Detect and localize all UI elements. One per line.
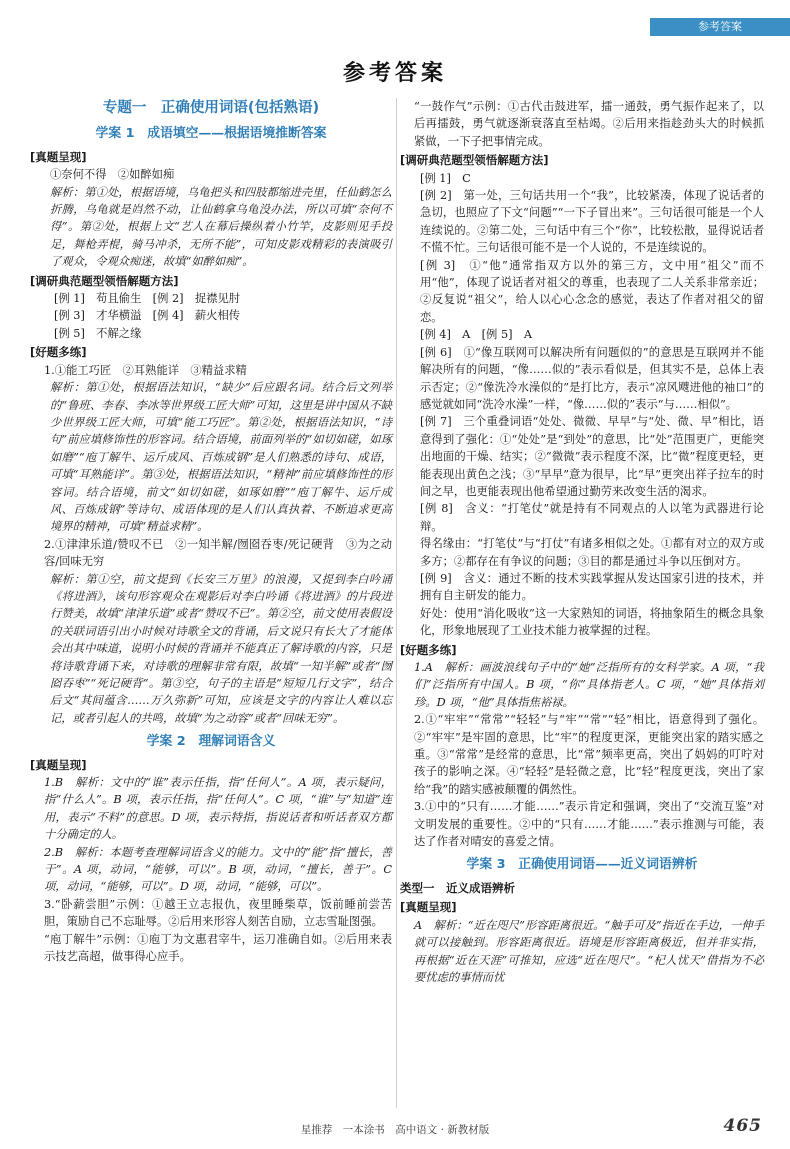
case1-title: 学案 1 成语填空——根据语境推断答案 [95, 126, 327, 142]
explanation: 解析：第①处，根据语境，乌龟把头和四肢都缩进壳里，任仙鹤怎么折腾，乌龟就是岿然不动，让仙鹤拿乌龟没办法，所以可填“奈何不得”。第②处，根据上文“艺人在幕后操纵着小竹竿，皮影则见手投足，舞枪弄棍，骑马冲杀，无所不能”，可知皮影戏精彩的表演吸引了观众，令观众痴迷，故填“如醉如痴”。 [50, 185, 392, 269]
case2-title: 学案 2 理解词语含义 [146, 734, 276, 750]
explanation: 解析：第①空，前文提到《长安三万里》的浪漫，又提到李白吟诵《将进酒》，该句形容观众在观影后对李白吟诵《将进酒》的片段进行赞美，故填“津津乐道”或者“赞叹不已”。第②空，前文使用表假设的关联词语引出小时候对诗歌全文的背诵，后文说只有长大了才能体会出其中味道，说明小时候的背诵并不能真正了解诗歌的内容，只是将诗歌背诵下来，对诗歌的理解非常有限，故填“一知半解”或者“囫囵吞枣”“死记硬背”。第③空，句子的主语是“短短几行文字”，结合后文“其间蕴含……万久弥新”可知，应该是文字的内容让人难以忘记，或者引起人的共鸣，故填“为之动容”或者“回味无穷”。 [50, 572, 392, 725]
answer-item: 2.①“牢牢”“常常”“轻轻”与“牢”“常”“轻”相比，语意得到了强化。②“牢牢”是牢固的意思，比“牢”的程度更深，更能突出家的踏实感之重。③“常常”是经常的意思，比“常”频率更高，突出了妈妈的叮咛对孩子的影响之深。④“轻轻”是轻微之意，比“轻”程度更浅，突出了家给“我”的踏实感被颠覆的偶然性。 [414, 713, 764, 796]
explanation: 解析：第①处，根据语法知识，“缺少”后应跟名词。结合后文列举的“鲁班、李春、李冰等世界级工匠大师”可知，这里是讲中国从不缺少世界级工匠大师，可填“能工巧匠”。第②处，根据语法知识，“诗句”前应填修饰性的形容词。结合语境，前面列举的“如切如磋，如琢如磨”“庖丁解牛、运斤成风、百炼成钢”是人们熟悉的诗句、成语，可填“耳熟能详”。第③处，根据语法知识，“精神”前应填修饰性的形容词。结合语境，前文“如切如磋，如琢如磨”“庖丁解牛、运斤成风、百炼成钢”等诗句、成语体现的是人们认真执着、不断追求更高境界的精神，可填“精益求精”。 [50, 381, 392, 534]
section-head-diaoyan: [调研典范题型领悟解题方法] [30, 273, 179, 288]
example-item: [例 9] 含义：通过不断的技术实践掌握从发达国家引进的技术，并拥有自主研发的能力。 [420, 571, 764, 603]
answer-line: 2.①津津乐道/赞叹不已 ②一知半解/囫囵吞枣/死记硬背 ③为之动容/回味无穷 [44, 537, 392, 569]
example-row: [例 1] 苟且偷生 [例 2] 捉襟见肘 [54, 292, 241, 306]
example-item: [例 6] ①“像互联网可以解决所有问题似的”的意思是互联网并不能解决所有的问题，“像……似的”表示看似是，但其实不是，总体上表示否定；②“像洗冷水澡似的”是打比方，表示“凉风飕进他的袖口”的感觉就如同“洗冷水澡”一样，“像……似的”表示“与……相似”。 [420, 345, 764, 411]
answer-item: 3.①中的“只有……才能……”表示肯定和强调，突出了“交流互鉴”对文明发展的重要性。②中的“只有……才能……”表示推测与可能，表达了作者对晴安的喜爱之情。 [414, 800, 764, 849]
section-head-haoti: [好题多练] [400, 642, 457, 657]
answer-item: 1.A 解析：画波浪线句子中的“她”泛指所有的女科学家。A 项，“我们”泛指所有中国人。B 项，“你”具体指老人。C 项，“她”具体指刘珍。D 项，“他”具体指焦裕禄。 [414, 661, 764, 709]
topic-title: 专题一 正确使用词语(包括熟语) [102, 100, 320, 116]
example-row: [例 5] 不解之缘 [54, 326, 142, 340]
example-row: [例 3] 才华横溢 [例 4] 薪火相传 [54, 309, 241, 323]
answer-item: 3.“卧薪尝胆”示例：①越王立志报仇，夜里睡柴草，饭前睡前尝苦胆，策励自己不忘耻辱。②后用来形容人刻苦自励，立志雪耻图强。 [44, 897, 392, 929]
answer-item: 2.B 解析：本题考查理解词语含义的能力。文中的“能”指“擅长，善于”。A 项，动词，“能够，可以”。B 项，动词，“擅长，善于”。C 项，动词，“能够，可以”。D 项，动词，“能够，可以”。 [44, 845, 392, 894]
example-item: [例 3] ①“他”通常指双方以外的第三方，文中用“祖父”而不用“他”，体现了说话者对祖父的尊重，也表现了二人关系非常亲近；②反复说“祖父”，给人以心心念念的感觉，表达了作者对祖父的留恋。 [420, 258, 764, 324]
continued-text: “一鼓作气”示例：①古代击鼓进军，擂一通鼓，勇气振作起来了，以后再擂鼓，勇气就逐渐衰落直至枯竭。②后用来指趁劲头大的时候抓紧做，一下子把事情完成。 [414, 100, 764, 148]
example-item: [例 8] 含义：“打笔仗”就是持有不同观点的人以笔为武器进行论辩。 [420, 502, 764, 533]
section-head-haoti: [好题多练] [30, 345, 87, 360]
example-item: [例 4] A [例 5] A [420, 328, 532, 342]
section-head-zhenti2: [真题呈现] [30, 757, 87, 772]
example-item: 好处：使用“消化吸收”这一大家熟知的词语，将抽象陌生的概念具象化，形象地展现了工业技术能力被掌握的过程。 [420, 606, 764, 638]
footer: 星推荐 一本涂书 高中语文 · 新教材版 [300, 1124, 490, 1136]
type-heading: 类型一 近义成语辨析 [400, 880, 515, 895]
right-column [400, 98, 764, 986]
section-head-diaoyan: [调研典范题型领悟解题方法] [400, 153, 549, 168]
answer-line: 1.①能工巧匠 ②耳熟能详 ③精益求精 [44, 363, 247, 377]
left-column [30, 98, 392, 966]
example-item: 得名缘由：“打笔仗”与“打仗”有诸多相似之处。①都有对立的双方或多方；②都存在有争议的问题；③目的都是通过斗争以压倒对方。 [420, 537, 764, 568]
answer-item: A 解析：“近在咫尺”形容距离很近。“触手可及”指近在手边，一伸手就可以接触到。形容距离很近。语境是形容距离极近，但并非实指，再根据“近在天涯”可推知，应选“近在咫尺”。“杞人忧天”借指为不必要忧虑的事情而忧 [414, 918, 764, 984]
example-item: [例 1] C [420, 171, 471, 185]
section-head-zhenti: [真题呈现] [400, 900, 457, 915]
header-tab: 参考答案 [650, 18, 790, 36]
section-head-zhenti: [真题呈现] [30, 149, 87, 164]
example-item: [例 7] 三个重叠词语“处处、微微、早早”与“处、微、早”相比，语意得到了强化：①“处处”是“到处”的意思，比“处”范围更广，更能突出地面的干燥、结实；②“微微”表示程度不深，比“微”程度更轻，更能表现出黄色之浅；③“早早”意为很早，比“早”更突出祥子拉车的时间之早，也更能表现出他希望通过勤劳来改变生活的渴求。 [420, 415, 764, 498]
case3-title: 学案 3 正确使用词语——近义词语辨析 [466, 857, 698, 873]
page-title: 参考答案 [342, 61, 447, 86]
column-divider [396, 98, 397, 1108]
page-number: 465 [723, 1116, 762, 1136]
answer-item: “庖丁解牛”示例：①庖丁为文惠君宰牛，运刀准确自如。②后用来表示技艺高超，做事得心应手。 [44, 932, 392, 964]
example-item: [例 2] 第一处，三句话共用一个“我”，比较紧凑，体现了说话者的急切，也照应了下文“问题”“一下子冒出来”。三句话很可能是一个人连续说的。②第二处，三句话中有三个“你”，比较松散，显得说话者不慌不忙。三句话很可能不是一个人说的，不是连续说的。 [420, 189, 764, 255]
answer-line: ①奈何不得 ②如醉如痴 [50, 168, 175, 182]
answer-item: 1.B 解析：文中的“谁”表示任指，指“任何人”。A 项，表示疑问，指“什么人”。B 项，表示任指，指“任何人”。C 项，“谁”与“知道”连用，表示“不料”的意思。D 项，表示特指，指说话者和听话者双方都十分确定的人。 [44, 776, 392, 842]
